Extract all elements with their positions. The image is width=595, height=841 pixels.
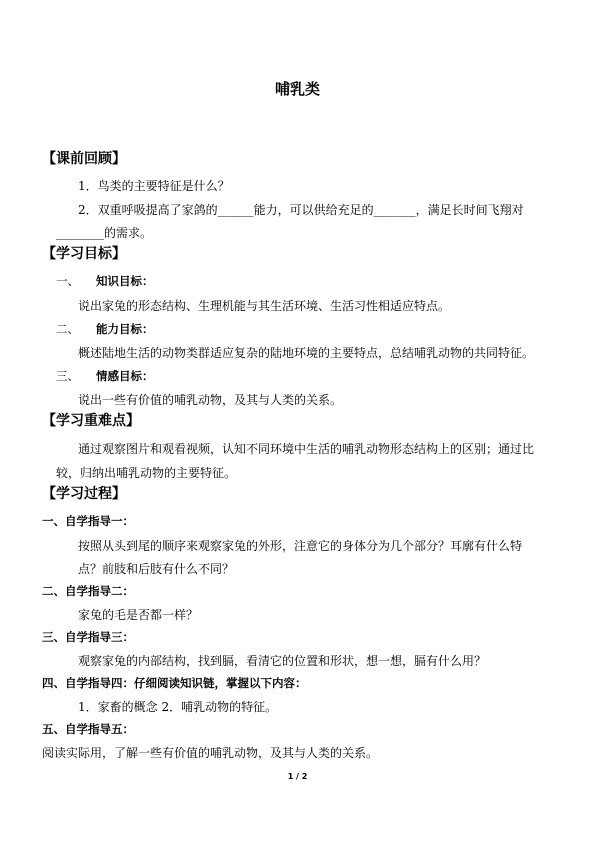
guide-4-title: 四、自学指导四：仔细阅读知识链，掌握以下内容： (42, 676, 307, 690)
goal-1-label: 知识目标： (96, 274, 154, 288)
key-points-line-2: 较，归纳出哺乳动物的主要特征。 (56, 466, 237, 480)
key-points-line-1: 通过观察图片和观看视频，认知不同环境中生活的哺乳动物形态结构上的区别；通过比 (78, 442, 535, 456)
guide-2-line-1: 家兔的毛是否都一样？ (78, 608, 199, 622)
goal-1-text: 说出家兔的形态结构、生理机能与其生活环境、生活习性相适应特点。 (78, 299, 451, 313)
review-question-2-line-2: ________的需求。 (56, 226, 153, 240)
goal-2-label: 能力目标： (96, 322, 154, 336)
review-question-2-line-1: 2．双重呼吸提高了家鸽的______能力，可以供给充足的_______，满足长时间飞翔对 (78, 203, 524, 217)
guide-1-line-1: 按照从头到尾的顺序来观察家兔的外形，注意它的身体分为几个部分？耳廓有什么特 (78, 539, 523, 553)
section-heading-review: 【课前回顾】 (42, 151, 126, 167)
guide-4-line-1: 1．家畜的概念 2．哺乳动物的特征。 (78, 700, 278, 714)
page-number: 1 / 2 (287, 772, 308, 781)
section-heading-process: 【学习过程】 (42, 486, 126, 502)
review-question-1: 1．鸟类的主要特征是什么？ (78, 179, 230, 193)
guide-5-title: 五、自学指导五： (42, 722, 134, 736)
goal-2-number: 二、 (56, 322, 79, 336)
guide-1-line-2: 点？前肢和后肢有什么不同？ (78, 562, 235, 576)
guide-2-title: 二、自学指导二： (42, 584, 134, 598)
guide-3-title: 三、自学指导三： (42, 630, 134, 644)
guide-3-line-1: 观察家兔的内部结构，找到膈，看清它的位置和形状，想一想，膈有什么用？ (78, 654, 487, 668)
goal-3-label: 情感目标： (96, 369, 154, 383)
goal-1-number: 一、 (56, 274, 79, 288)
guide-5-line-1: 阅读实际用，了解一些有价值的哺乳动物，及其与人类的关系。 (42, 746, 379, 760)
goal-3-number: 三、 (56, 369, 79, 383)
guide-1-title: 一、自学指导一： (42, 514, 134, 528)
page-title: 哺乳类 (274, 80, 320, 98)
section-heading-goals: 【学习目标】 (42, 246, 126, 262)
goal-3-text: 说出一些有价值的哺乳动物，及其与人类的关系。 (78, 393, 343, 407)
goal-2-text: 概述陆地生活的动物类群适应复杂的陆地环境的主要特点，总结哺乳动物的共同特征。 (78, 346, 535, 360)
section-heading-key-points: 【学习重难点】 (42, 413, 140, 429)
